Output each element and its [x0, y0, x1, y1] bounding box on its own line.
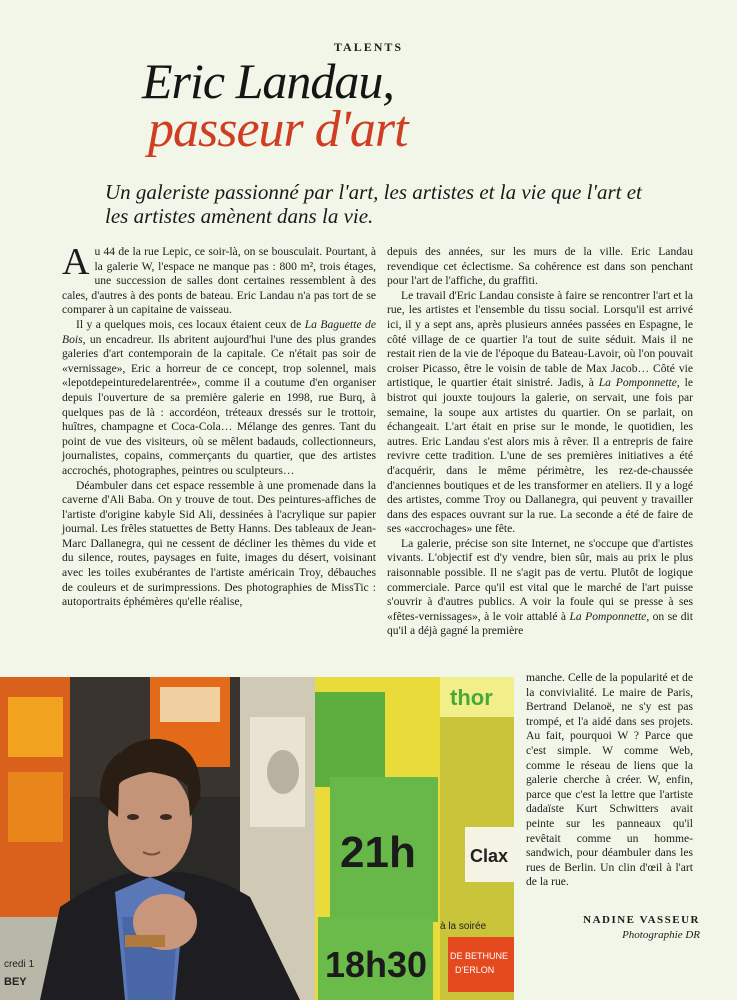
poster-text: DE BETHUNE — [450, 951, 509, 961]
article-title-accent: passeur d'art — [148, 101, 408, 158]
paragraph-text: , on se dit qu'il a déjà gagné la première — [387, 609, 693, 638]
poster-text: 18h30 — [325, 944, 428, 985]
paragraph — [62, 318, 376, 479]
paragraph-text: depuis des années, sur les murs de la ville. Eric Landau revendique cet éclectisme. Sa cohérence est dans son penchant pour l'art de l'affiche, du graffiti. — [387, 245, 693, 288]
poster-text: thor — [450, 685, 493, 710]
paragraph-text: , ce soir-là, on se bousculait. Pourtant, à la galerie W, l'espace ne manque pas : 800 m², trois étages, une succession de salles dont certaines ressemblent à des cales, d'autres à des ponts de bateau. Eric Landau n'a pas tort de se comparer à un capitaine de vaisseau. — [62, 245, 377, 317]
article-title: Eric Landau, — [142, 53, 394, 109]
paragraph — [387, 537, 693, 639]
paragraph-text: La galerie, précise son site Internet, ne s'occupe que d'artistes vivants. L'objectif est d'y vendre, bien sûr, mais au prix le plus raisonnable possible. Il ne s'agit pas de vertu. Plutôt de logique commerciale. Parce qu'il est vital que le marché de l'art puisse s'ouvrir à d'autres publics. A voir la foule qui se presse à ses «fêtes-vernissages», à le voir attablé à — [387, 536, 693, 623]
portrait-photo — [0, 677, 514, 1000]
paragraph-text: , le bistrot qui jouxte toujours la galerie, on servait, une fois par semaine, la soupe aux artistes du quartier. On se parlait, on échangeait. L'art était en prise sur le monde, le quotidien, les autres. Eric Landau s'est alors mis à rêver. Il a entrepris de faire revivre cette tradition. L'une de ses premières initiatives a été d'acquérir, dans le même périmètre, les rez-de-chaussée d'anciennes boutiques et de les transformer en ateliers. Il y a logé des artistes, comme Troy ou Dallanegra, qui peuvent y travailler dans des espaces ouvrant sur la rue. La seconde a été de faire de ses «accrochages» une fête. — [387, 376, 693, 536]
paragraph-text: Il y a quelques mois, ces locaux étaient ceux de — [76, 317, 305, 331]
italic-title: La Pomponnette — [569, 609, 647, 623]
italic-title: La Pomponnette — [598, 376, 677, 390]
author-byline: NADINE VASSEUR — [583, 914, 700, 926]
poster-text: à la soirée — [440, 921, 487, 932]
photo-illustration — [0, 677, 514, 1000]
paragraph-text: manche. Celle de la popularité et de la convivialité. Le maire de Paris, Bertrand Delanoë, ne s'y est pas trompé, et l'a aidé dans ses projets. Au fait, pourquoi W ? Parce que c'est simple. W comme Web, comme le réseau de liens que la galerie cherche à créer. W, enfin, parce que c'est la lettre que l'artiste dadaïste Kurt Schwitters avait peinte sur les panneaux qu'il revêtait comme un homme-sandwich, pour déambuler dans les rues de Berlin. Un clin d'œil à l'art de la rue. — [526, 671, 693, 889]
paragraph — [387, 289, 693, 537]
poster-text: 21h — [340, 828, 416, 877]
drop-cap: A — [62, 241, 90, 283]
poster-text: credi 1 — [4, 959, 35, 970]
paragraph-text: , un encadreur. Ils abritent aujourd'hui l'une des plus grandes galeries d'art contemporain de la capitale. Ce n'était pas soir de «vernissage», Eric a horreur de ce concept, trop solennel, mais «lepotdepeinturedelarentrée», comme il a coutume d'en organiser depuis l'ouverture de sa première galerie en 1998, rue Burq, à quelques pas de là : accordéon, tréteaux dressés sur le trottoir, huîtres, champagne et Coca-Cola… Mélange des genres. Tant du point de vue des visiteurs, où se mêlent badauds, collectionneurs, journalistes, copains, commerçants du quartier, que des artistes accrochés, photographes, peintres ou sculpteurs… — [62, 332, 376, 477]
paragraph — [62, 479, 376, 610]
paragraph-text: Le travail d'Eric Landau consiste à faire se rencontrer l'art et la rue, les artistes et l'ensemble du tissu social. Lorsqu'il est arrivé ici, il y a sept ans, après plusieurs années passées en Espagne, le côté village de ce quartier l'a tout de suite séduit. Mais il ne restait rien de la vie de l'époque du Bateau-Lavoir, où l'on pouvait croiser Picasso, être le voisin de table de Max Jacob… Côté vie artistique, le quartier était sinistré. Jadis, à — [387, 288, 693, 390]
photo-credit: Photographie DR — [622, 929, 700, 941]
article-column-1 — [62, 241, 377, 610]
poster-text: D'ERLON — [455, 965, 495, 975]
paragraph-text: Déambuler dans cet espace ressemble à une promenade dans la caverne d'Ali Baba. On y trouve de tout. Des peintures-affiches de l'artiste d'origine kabyle Sid Ali, dessinées à l'acrylique sur papier journal. Les frêles statuettes de Betty Hanns. Des tableaux de Jean-Marc Dallanegra, qui ne cessent de décliner les thèmes du vide et du silence, routes, paysages en fuite, images du désert, voisinant avec les toiles exubérantes de l'artiste américain Troy, débauches de couleurs et de surimpressions. Des photographies de MissTic : autoportraits éphémères qu'elle réalise, — [62, 478, 376, 609]
article-column-2-continued — [526, 671, 693, 890]
poster-text: Clax — [470, 846, 509, 866]
italic-title: La Baguette de Bois — [62, 317, 376, 346]
paragraph — [62, 241, 377, 318]
article-subtitle: Un galeriste passionné par l'art, les artistes et la vie que l'art et les artistes amènent dans la vie. — [105, 180, 642, 228]
section-label: TALENTS — [333, 40, 404, 54]
paragraph — [526, 671, 693, 890]
article-column-2 — [387, 245, 693, 639]
lead-text: u 44 de la rue Lepic — [94, 245, 189, 258]
poster-text: BEY — [4, 976, 27, 988]
paragraph — [387, 245, 693, 289]
